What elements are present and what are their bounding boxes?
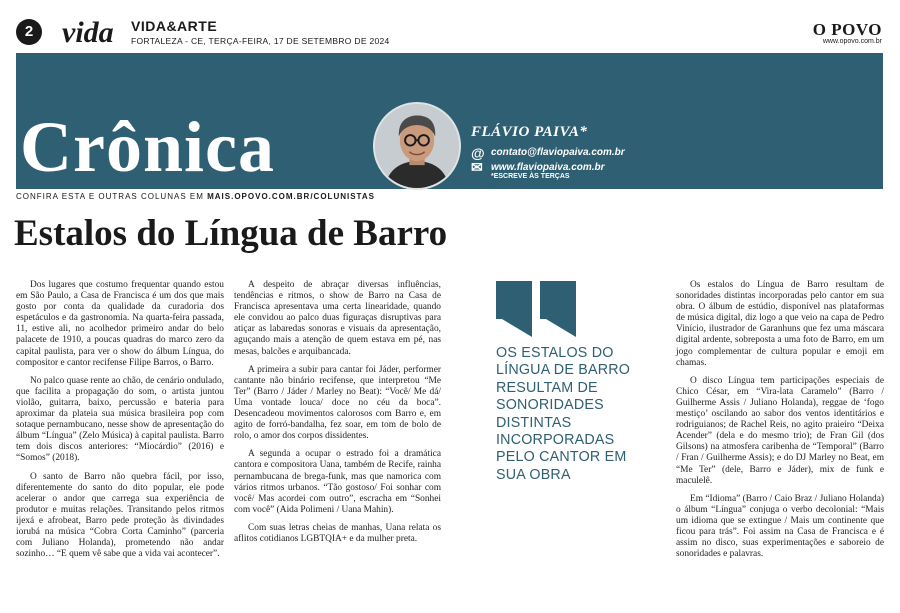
section-name: VIDA&ARTE bbox=[131, 18, 218, 34]
article-headline: Estalos do Língua de Barro bbox=[14, 213, 448, 254]
author-photo-icon bbox=[375, 104, 459, 188]
paragraph: O disco Língua tem participações especiais de Chico César, em “Vira-lata Caramelo” (Barro / Guilherme Assis / Juliano Holanda), reggae de ‘fogo mestiço’ oscilando ao sabor dos ventos identitários e rodriguianos; de Rachel Reis, no agito praieiro “Deixa Acender” (dela e do mesmo trio); de Fran Gil (dos Gilsons) na atmosfera caribenha de “Temporal” (Barro / Fran / Guilherme Assis); e do DJ Marley no Beat, em “Me Ter” (dele, Barro e Jáder), mix de funk e maculelê. bbox=[676, 375, 884, 486]
author-email[interactable]: contato@flaviopaiva.com.br bbox=[491, 147, 625, 158]
article-column-2 bbox=[234, 280, 441, 552]
author-portrait bbox=[373, 102, 461, 190]
svg-text:vida: vida bbox=[62, 16, 114, 49]
paragraph: A segunda a ocupar o estrado foi a dramática cantora e compositora Uana, também de Recife, rainha pernambucana de brega-funk, mas que namorica com vários ritmos urbanos. “Tão gostoso/ Foi sonhar com você/ Mas acordei com outro”, escracha em “Sonhei com você” (Aida Polimeni / Uana Mahin). bbox=[234, 449, 441, 515]
more-columns-prefix: CONFIRA ESTA E OUTRAS COLUNAS EM bbox=[16, 192, 208, 201]
author-contact bbox=[471, 145, 625, 180]
paragraph: Dos lugares que costumo frequentar quando estou em São Paulo, a Casa de Francisca é um dos que mais gosto por conta da qualidade da curadoria dos espetáculos e da gastronomia. Na quarta-feira passada, 11, estive ali, no acolhedor primeiro andar do belo palacete de 1910, a poucas quadras do marco zero da capital paulista, para ver o show do álbum Língua, do compositor e cantor recifense Filipe Barros, o Barro. bbox=[16, 280, 224, 368]
column-name: Crônica bbox=[20, 107, 275, 187]
quote-marks-icon bbox=[496, 281, 656, 337]
paragraph: Com suas letras cheias de manhas, Uana relata os aflitos cotidianos LGBTQIA+ e da mulher preta. bbox=[234, 522, 441, 544]
paragraph: Os estalos do Língua de Barro resultam de sonoridades distintas incorporadas pelo cantor em sua obra. O álbum de estúdio, disponível nas plataformas de música digital, diz logo a que veio na capa de Pedro Vinício, ilustrador de Garanhuns que fez uma máscara digital ardente, sobreposta a uma foto de Barro, em um jogo complementar de cultura popular e emoji em chamas. bbox=[676, 280, 884, 368]
paragraph: No palco quase rente ao chão, de cenário ondulado, que facilita a propagação do som, o artista juntou violão, guitarra, baixo, percussão e bateria para aproximar da plateia sua música brasileira pop com sotaque pernambucano, nesse show de apresentação do álbum “Língua” (Zelo Música) à capital paulista. Barro tem dois discos anteriores: “Miocárdio” (2016) e “Somos” (2018). bbox=[16, 375, 224, 464]
column-banner bbox=[16, 53, 883, 189]
paragraph: A primeira a subir para cantar foi Jáder, performer cantante não binário recifense, que interpretou “Me Ter” (Barro / Jáder / Marley no Beat): “Você/ Me dá/ Uma vontade louca/ doce no céu da boca”. Desencadeou movimentos calorosos com Barro e, em agito de forró-bandalha, fez soar, em tom de bolo de rolo, o amor dos corpos dissidentes. bbox=[234, 364, 441, 442]
article-column-1 bbox=[16, 280, 224, 567]
vida-logo bbox=[60, 14, 118, 50]
page-number: 2 bbox=[16, 19, 42, 45]
pull-quote-text: OS ESTALOS DO LÍNGUA DE BARRO RESULTAM DE SONORIDADES DISTINTAS INCORPORADAS PELO CANTOR EM SUA OBRA bbox=[496, 345, 631, 483]
page-header bbox=[0, 0, 900, 52]
paragraph: Em “Idioma” (Barro / Caio Braz / Juliano Holanda) o álbum “Língua” conjuga o verbo decolonial: “Mais um idioma que se extingue / Mais um continente que ficou para trás”. Foi assim na Casa de Francisca e é assim no disco, suas experimentações e saboreio de sonoridades e palavras. bbox=[676, 493, 884, 560]
pull-quote bbox=[496, 281, 656, 484]
vida-logo-icon bbox=[60, 14, 118, 50]
author-name: FLÁVIO PAIVA* bbox=[471, 124, 588, 140]
author-schedule: *ESCREVE ÀS TERÇAS bbox=[491, 173, 570, 180]
brand-url: www.opovo.com.br bbox=[822, 38, 882, 45]
article-column-4 bbox=[676, 280, 884, 567]
more-columns-link[interactable]: MAIS.OPOVO.COM.BR/COLUNISTAS bbox=[207, 192, 375, 201]
brand-logo: O POVO bbox=[812, 20, 882, 39]
dateline: FORTALEZA - CE, TERÇA-FEIRA, 17 DE SETEMBRO DE 2024 bbox=[131, 36, 390, 46]
envelope-icon: ✉ bbox=[471, 159, 483, 175]
at-icon: @ bbox=[471, 144, 485, 161]
author-website[interactable]: www.flaviopaiva.com.br bbox=[491, 162, 605, 173]
more-columns-note bbox=[16, 192, 375, 201]
paragraph: A despeito de abraçar diversas influências, tendências e ritmos, o show de Barro na Casa de Francisca apresentava uma certa linearidade, quando ele convidou ao palco duas figuraças disruptivas para atiçar as labaredas sonoras e visuais da apresentação, aguçando mais a atenção de quem estava em pé, nas mesas, balcões e arquibancada. bbox=[234, 280, 441, 357]
paragraph: O santo de Barro não quebra fácil, por isso, diferentemente do santo do dito popular, ele pode acelerar o andor que carrega sua experiência de produtor e muitas relações. Transitando pelos ritmos ijexá e afrobeat, Barro pede proteção às divindades iorubá na música “Cobra Corta Caminho” (parceria com Juliano Holanda), prometendo não andar sozinho… “E quem vê sabe que a vida vai acontecer”. bbox=[16, 471, 224, 560]
